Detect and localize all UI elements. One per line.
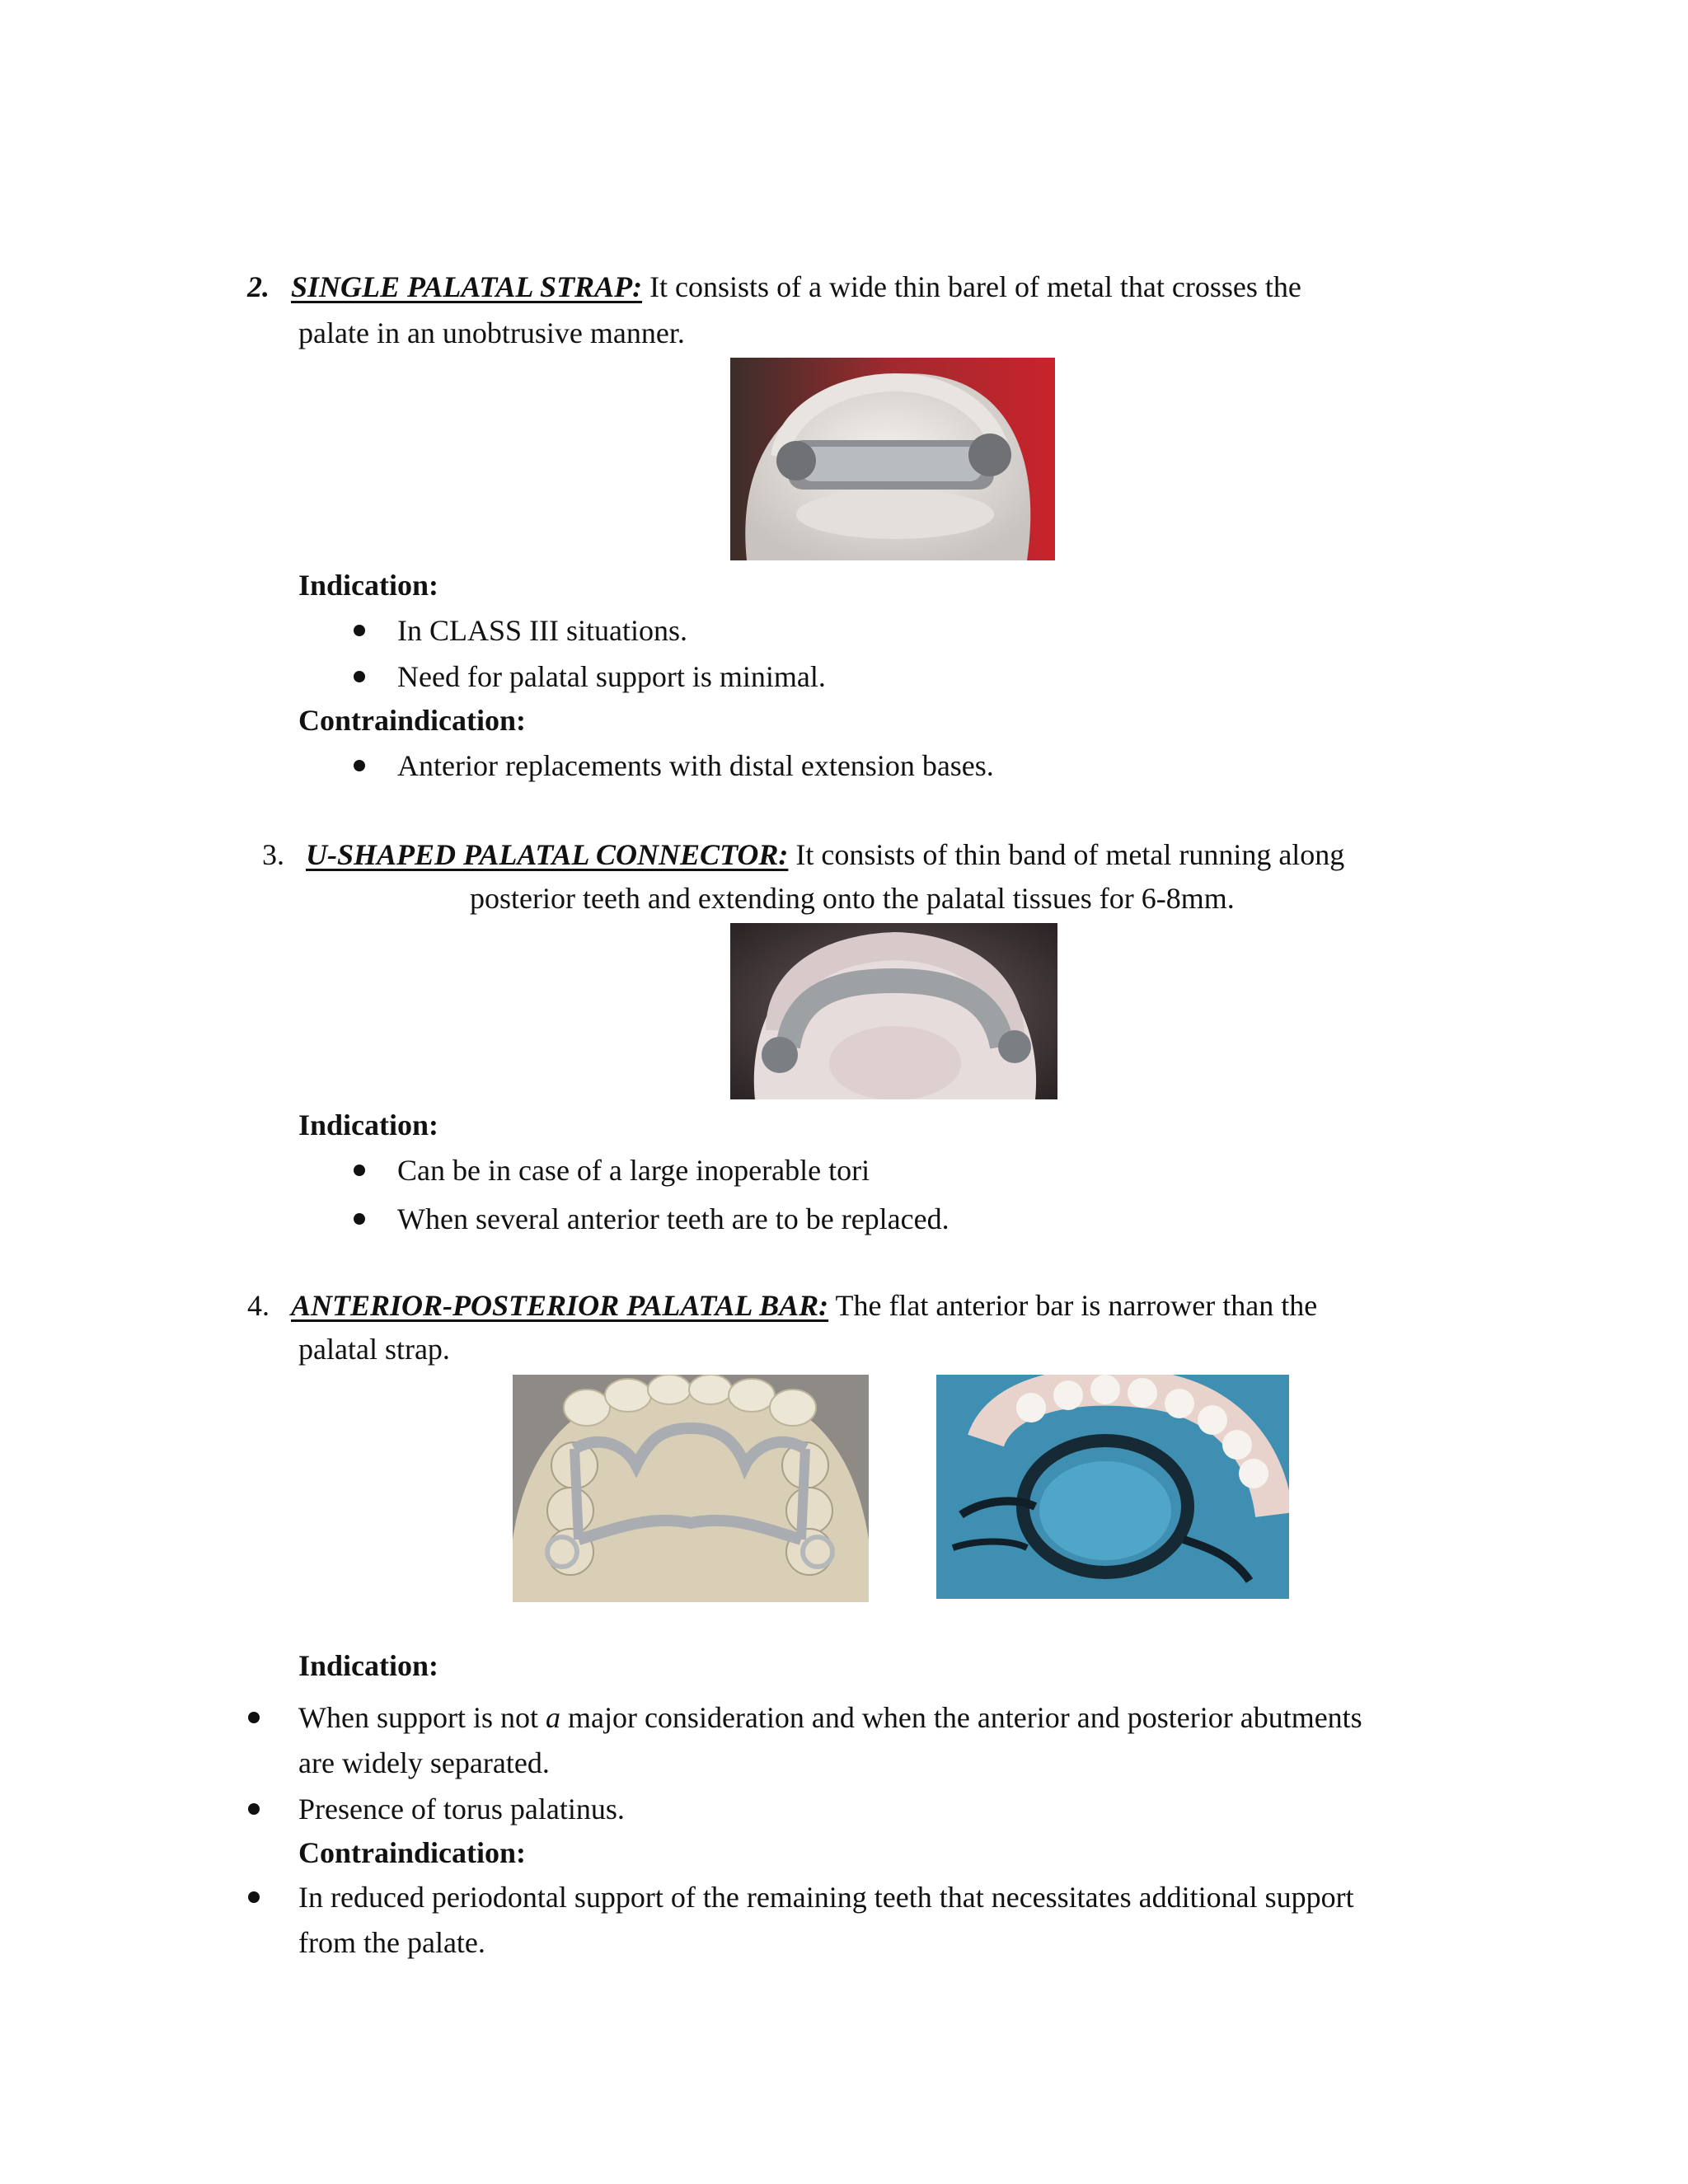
contraindication-item-line2: from the palate. <box>298 1926 485 1959</box>
bullet-icon <box>248 1712 260 1723</box>
section-intro-text: It consists of a wide thin barel of metal that crosses the <box>642 270 1301 303</box>
indication-text: When support is not <box>298 1701 546 1734</box>
indication-label: Indication: <box>298 569 439 602</box>
indication-item: Presence of torus palatinus. <box>298 1793 625 1825</box>
indication-item-line2: are widely separated. <box>298 1746 550 1779</box>
indication-item: Can be in case of a large inoperable tori <box>397 1154 870 1187</box>
indication-item: When several anterior teeth are to be replaced. <box>397 1202 950 1235</box>
indication-item: In CLASS III situations. <box>397 614 688 647</box>
contraindication-label: Contraindication: <box>298 704 527 737</box>
contraindication-item: Anterior replacements with distal extension bases. <box>397 749 994 782</box>
indication-label: Indication: <box>298 1108 439 1141</box>
indication-item-line1 <box>298 1699 1362 1736</box>
contraindication-label: Contraindication: <box>298 1836 527 1869</box>
indication-text: major consideration and when the anterior and posterior abutments <box>560 1701 1362 1734</box>
bullet-icon <box>354 1213 365 1225</box>
single-palatal-strap-photo <box>730 358 1055 560</box>
indication-label: Indication: <box>298 1649 439 1682</box>
bullet-icon <box>354 671 365 682</box>
contraindication-item-line1: In reduced periodontal support of the remaining teeth that necessitates additional support <box>298 1881 1354 1914</box>
section-2-heading-line <box>247 269 1301 305</box>
section-4-intro-line2: palatal strap. <box>298 1333 450 1366</box>
section-2-intro-line2: palate in an unobtrusive manner. <box>298 316 685 349</box>
section-heading: U-SHAPED PALATAL CONNECTOR: <box>306 838 789 871</box>
section-4-heading-line <box>247 1287 1317 1324</box>
section-intro-text: It consists of thin band of metal running along <box>788 838 1345 871</box>
bullet-icon <box>248 1891 260 1903</box>
anterior-posterior-bar-photo-right <box>936 1375 1289 1599</box>
section-3-heading-line <box>262 837 1344 873</box>
bullet-icon <box>354 625 365 636</box>
bullet-icon <box>354 1165 365 1176</box>
anterior-posterior-bar-photo-left <box>513 1375 869 1602</box>
u-shaped-connector-photo <box>730 923 1057 1099</box>
section-number: 2. <box>247 270 270 303</box>
section-3-intro-line2: posterior teeth and extending onto the palatal tissues for 6-8mm. <box>470 882 1235 915</box>
section-number: 3. <box>262 838 284 871</box>
section-number: 4. <box>247 1289 270 1322</box>
section-intro-text: The flat anterior bar is narrower than the <box>828 1289 1318 1322</box>
section-heading: ANTERIOR-POSTERIOR PALATAL BAR: <box>291 1289 829 1322</box>
bullet-icon <box>248 1803 260 1815</box>
indication-item: Need for palatal support is minimal. <box>397 660 826 693</box>
section-heading: SINGLE PALATAL STRAP: <box>291 270 643 303</box>
indication-italic-word: a <box>545 1701 560 1734</box>
bullet-icon <box>354 760 365 771</box>
